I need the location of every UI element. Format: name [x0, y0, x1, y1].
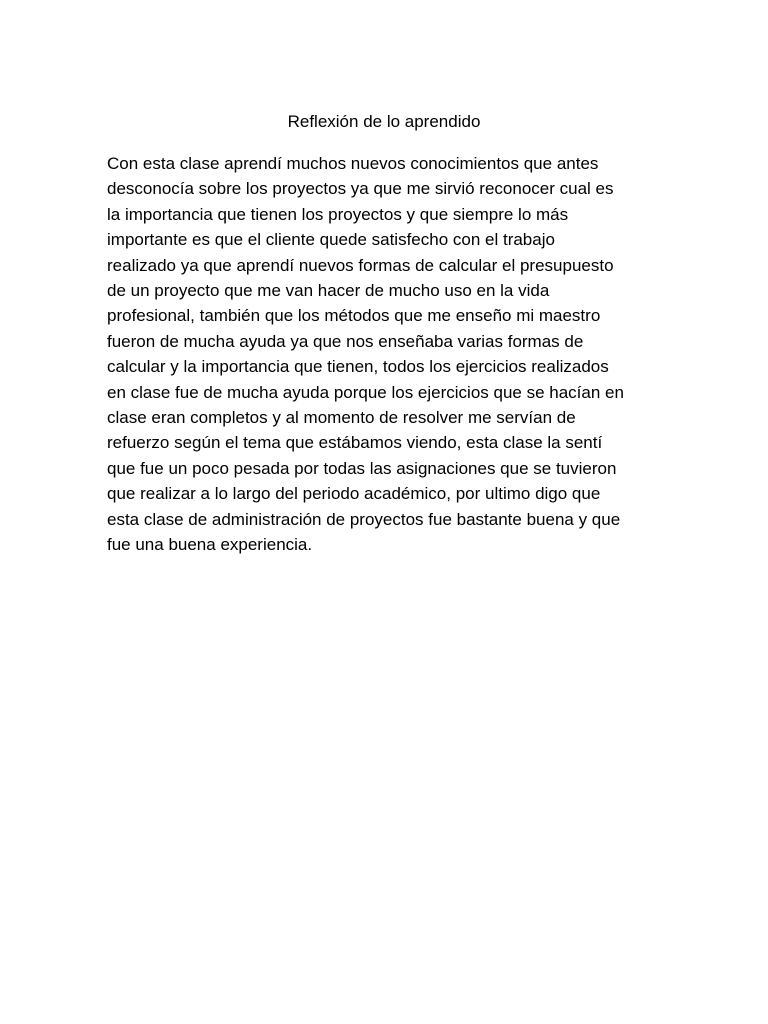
body-paragraph: [107, 151, 667, 558]
paragraph-line: que realizar a lo largo del periodo académico, por ultimo digo que: [107, 484, 601, 504]
paragraph-line: fueron de mucha ayuda ya que nos enseñaba varias formas de: [107, 331, 584, 351]
paragraph-line: Con esta clase aprendí muchos nuevos conocimientos que antes: [107, 154, 599, 173]
paragraph-line: clase eran completos y al momento de resolver me servían de: [107, 408, 576, 428]
paragraph-line: fue una buena experiencia.: [107, 535, 313, 555]
paragraph-line: de un proyecto que me van hacer de mucho uso en la vida: [107, 281, 550, 301]
paragraph-line: importante es que el cliente quede satisfecho con el trabajo: [107, 230, 555, 250]
paragraph-line: en clase fue de mucha ayuda porque los ejercicios que se hacían en: [107, 382, 624, 402]
paragraph-line: calcular y la importancia que tienen, todos los ejercicios realizados: [107, 357, 609, 377]
paragraph-line: que fue un poco pesada por todas las asignaciones que se tuvieron: [107, 458, 617, 478]
paragraph-line: esta clase de administración de proyectos fue bastante buena y que: [107, 509, 621, 529]
paragraph-line: refuerzo según el tema que estábamos viendo, esta clase la sentí: [107, 433, 603, 453]
document-title: Reflexión de lo aprendido: [287, 112, 481, 131]
paragraph-line: la importancia que tienen los proyectos y que siempre lo más: [107, 204, 569, 224]
paragraph-line: profesional, también que los métodos que me enseño mi maestro: [107, 306, 601, 326]
paragraph-line: realizado ya que aprendí nuevos formas de calcular el presupuesto: [107, 255, 614, 275]
paragraph-line: desconocía sobre los proyectos ya que me sirvió reconocer cual es: [107, 179, 614, 199]
